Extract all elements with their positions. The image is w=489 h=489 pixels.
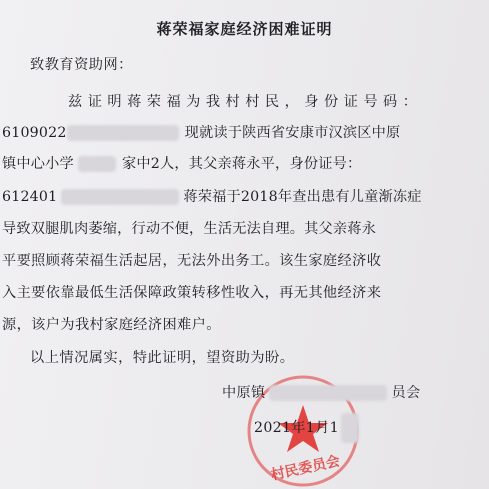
body-line-3	[2, 153, 361, 173]
redacted-village-name	[269, 385, 387, 401]
closing-statement: 以上情况属实，特此证明，望资助为盼。	[30, 350, 295, 366]
family-info-text: 家中2人，其父亲蒋永平，身份证号：	[121, 156, 362, 172]
date-year: 2021年	[254, 420, 306, 436]
school-location-text: 现就读于陕西省安康市汉滨区中原	[184, 125, 401, 141]
signature-prefix: 中原镇	[222, 385, 266, 401]
date-line	[254, 413, 359, 443]
redacted-class	[78, 156, 116, 172]
document-title: 蒋荣福家庭经济困难证明	[156, 20, 333, 38]
redacted-father-id	[61, 189, 179, 205]
signature-line	[222, 382, 420, 402]
body-line-4	[2, 186, 422, 206]
body-line-6: 平要照顾蒋荣福生活起居，无法外出务工。该生家庭经济收	[2, 253, 382, 269]
date-month: 1	[305, 420, 316, 436]
body-line-5: 导致双腿肌肉萎缩，行动不便，生活无法自理。其父亲蒋永	[2, 221, 377, 237]
salutation: 致教育资助网：	[30, 57, 133, 73]
redacted-day	[341, 413, 359, 443]
illness-text: 蒋荣福于2018年查出患有儿童渐冻症	[183, 189, 422, 205]
body-line-2	[2, 122, 400, 142]
signature-suffix: 员会	[391, 385, 421, 401]
seal-text: 村民委员会	[269, 453, 342, 484]
school-name-prefix: 镇中心小学	[2, 156, 74, 172]
father-id-prefix: 612401	[2, 189, 58, 205]
body-line-8: 源，该户为我村家庭经济困难户。	[2, 317, 221, 333]
body-line-7: 入主要依靠最低生活保障政策转移性收入，再无其他经济来	[2, 285, 382, 301]
redacted-id-number	[67, 125, 179, 141]
date-day-partial: 月1	[315, 420, 339, 436]
id-number-prefix: 6109022	[2, 125, 67, 141]
body-line-1: 兹证明蒋荣福为我村村民，身份证号码：	[68, 94, 423, 110]
